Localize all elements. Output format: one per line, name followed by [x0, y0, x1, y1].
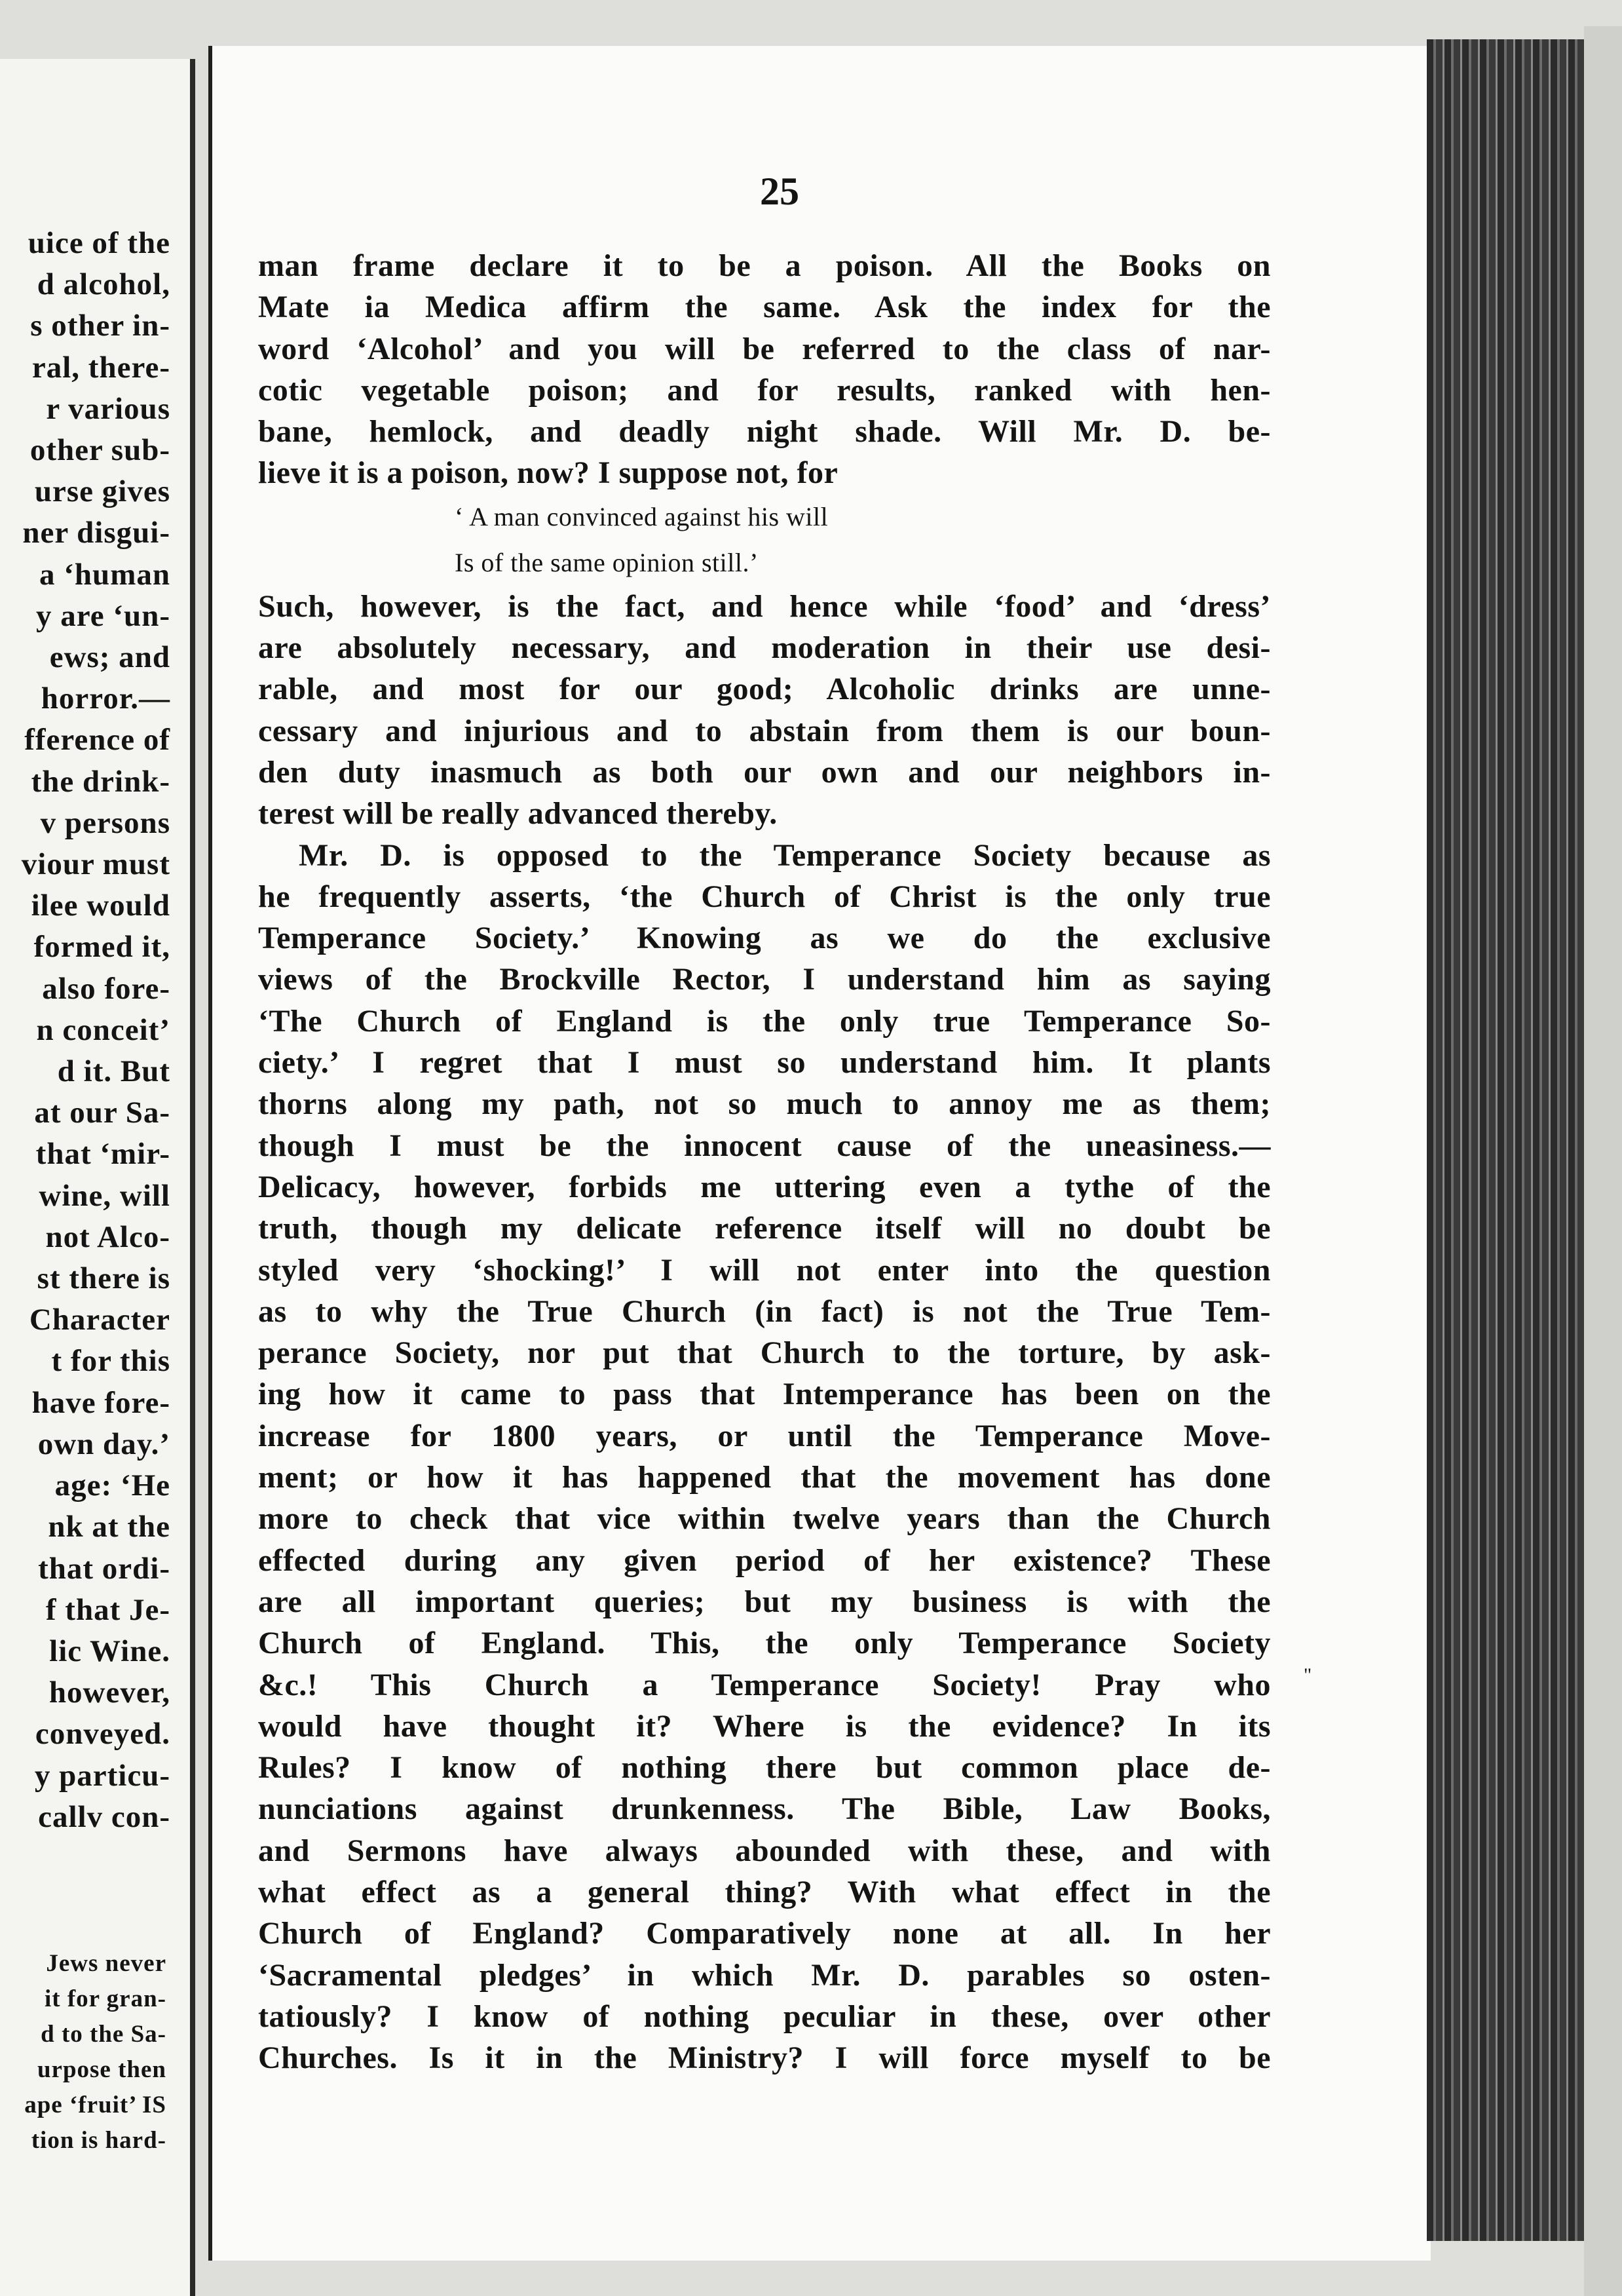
text-line: more to check that vice within twelve years than the Church [258, 1501, 1271, 1537]
text-line: thorns along my path, not so much to annoy me as them; [258, 1086, 1271, 1122]
left-page-line: wine, will [39, 1178, 170, 1213]
text-line: as to why the True Church (in fact) is not the True Tem- [258, 1293, 1271, 1329]
left-page-line: f that Je- [45, 1592, 170, 1627]
text-line: Rules? I know of nothing there but common place de- [258, 1750, 1271, 1786]
left-footnote-line: Jews never [46, 1950, 166, 1977]
text-line: truth, though my delicate reference itself will no doubt be [258, 1211, 1271, 1246]
left-page-line: that ordi- [38, 1551, 170, 1586]
text-line: effected during any given period of her existence? These [258, 1542, 1271, 1578]
text-line: Such, however, is the fact, and hence while ‘food’ and ‘dress’ [258, 588, 1271, 624]
paragraph-before-quote [258, 245, 1271, 494]
left-page-line: at our Sa- [34, 1096, 170, 1130]
quote-line: ‘ A man convinced against his will [455, 501, 829, 531]
left-page-footnote [24, 1946, 166, 2158]
text-line: Delicacy, however, forbids me uttering even a tythe of the [258, 1169, 1271, 1204]
left-page-line: y particu- [34, 1758, 170, 1793]
left-footnote-line: d to the Sa- [41, 2021, 166, 2048]
left-page-line: the drink- [31, 764, 170, 799]
text-line: perance Society, nor put that Church to the torture, by ask- [258, 1335, 1271, 1371]
paragraphs-after-quote [258, 586, 1271, 2079]
left-page-line: st there is [37, 1261, 170, 1296]
text-line: increase for 1800 years, or until the Temperance Move- [258, 1418, 1271, 1453]
left-footnote-line: ape ‘fruit’ IS [24, 2092, 166, 2118]
left-page-line: Character [29, 1303, 170, 1337]
text-line: ing how it came to pass that Intemperance has been on the [258, 1377, 1271, 1412]
text-line: rable, and most for our good; Alcoholic drinks are unne- [258, 672, 1271, 707]
left-page-line: callv con- [38, 1799, 170, 1834]
text-line: den duty inasmuch as both our own and our neighbors in- [258, 754, 1271, 790]
left-page-line: have fore- [31, 1385, 170, 1420]
left-page-line: y are ‘un- [36, 598, 170, 633]
left-footnote-line: tion is hard- [31, 2127, 166, 2154]
left-page-line: fference of [24, 723, 170, 757]
text-line: ment; or how it has happened that the movement has done [258, 1460, 1271, 1495]
left-page-line: d alcohol, [37, 267, 170, 302]
left-page-line: nk at the [48, 1510, 170, 1544]
text-line: cessary and injurious and to abstain from them is our boun- [258, 713, 1271, 748]
left-page-line: own day.’ [37, 1426, 170, 1461]
text-line: are absolutely necessary, and moderation in their use desi- [258, 630, 1271, 666]
left-page-line: a ‘human [39, 557, 170, 592]
left-page-fragment [0, 59, 195, 2296]
text-line: Church of England. This, the only Temperance Society [258, 1626, 1271, 1661]
text-line: Church of England? Comparatively none at all. In her [258, 1916, 1271, 1951]
text-line: Mr. D. is opposed to the Temperance Society because as [299, 837, 1271, 873]
left-page-line: n conceit’ [36, 1012, 170, 1047]
text-line: &c.! This Church a Temperance Society! Pray who [258, 1667, 1271, 1702]
text-line: styled very ‘shocking!’ I will not enter into the question [258, 1252, 1271, 1288]
scan-speck: " [1304, 1664, 1312, 1686]
text-line: ciety.’ I regret that I must so understand him. It plants [258, 1045, 1271, 1081]
page-edge-shadow [1427, 39, 1584, 2241]
left-page-line: conveyed. [35, 1717, 170, 1751]
page-body-text [258, 245, 1271, 2078]
left-page-line: ral, there- [31, 350, 170, 385]
left-page-line: viour must [21, 847, 170, 882]
left-page-line: r various [46, 391, 170, 426]
left-page-line: lic Wine. [49, 1634, 170, 1668]
text-line: Temperance Society.’ Knowing as we do the exclusive [258, 921, 1271, 956]
left-page-line: s other in- [30, 309, 170, 343]
left-page-line: not Alco- [45, 1219, 170, 1254]
quote-line: Is of the same opinion still.’ [455, 547, 759, 577]
text-line: ‘The Church of England is the only true Temperance So- [258, 1003, 1271, 1039]
left-page-line: horror.— [41, 681, 170, 716]
left-page-line: v persons [40, 805, 170, 840]
text-line: views of the Brockville Rector, I understand him as saying [258, 962, 1271, 997]
left-footnote-line: it for gran- [45, 1985, 166, 2012]
text-line: ‘Sacramental pledges’ in which Mr. D. parables so osten- [258, 1957, 1271, 1993]
text-line: are all important queries; but my business is with the [258, 1584, 1271, 1619]
left-page-line: ilee would [31, 889, 170, 923]
text-line: tatiously? I know of nothing peculiar in these, over other [258, 1999, 1271, 2034]
text-line: nunciations against drunkenness. The Bible, Law Books, [258, 1791, 1271, 1827]
left-page-text [22, 223, 170, 1838]
text-line: word ‘Alcohol’ and you will be referred to the class of nar- [258, 331, 1271, 366]
text-line: and Sermons have always abounded with these, and with [258, 1833, 1271, 1868]
left-footnote-line: urpose then [37, 2056, 166, 2083]
text-line: what effect as a general thing? With what effect in the [258, 1874, 1271, 1909]
left-page-line: uice of the [28, 226, 170, 260]
text-line: though I must be the innocent cause of the uneasiness.— [258, 1128, 1271, 1163]
left-page-line: other sub- [29, 433, 170, 468]
text-line: lieve it is a poison, now? I suppose not, for [258, 455, 839, 491]
left-page-line: d it. But [57, 1054, 170, 1089]
verse-quotation [258, 494, 1271, 586]
left-page-line: urse gives [34, 474, 170, 509]
text-line: terest will be really advanced thereby. [258, 796, 778, 832]
scan-border [1584, 26, 1622, 2296]
left-page-line: also fore- [42, 971, 170, 1006]
text-line: would have thought it? Where is the evidence? In its [258, 1708, 1271, 1744]
text-line: cotic vegetable poison; and for results, ranked with hen- [258, 372, 1271, 408]
text-line: he frequently asserts, ‘the Church of Christ is the only true [258, 879, 1271, 914]
left-page-line: ner disgui- [22, 516, 170, 550]
text-line: bane, hemlock, and deadly night shade. Will Mr. D. be- [258, 414, 1271, 450]
left-page-line: age: ‘He [54, 1468, 170, 1503]
left-page-line: ews; and [49, 640, 170, 675]
left-page-line: however, [48, 1675, 170, 1710]
left-page-line: t for this [51, 1344, 170, 1379]
text-line: Churches. Is it in the Ministry? I will force myself to be [258, 2040, 1271, 2076]
text-line: Mate ia Medica affirm the same. Ask the index for the [258, 290, 1271, 325]
page-number: 25 [760, 170, 799, 213]
left-page-line: that ‘mir- [35, 1137, 170, 1172]
text-line: man frame declare it to be a poison. All the Books on [258, 248, 1271, 283]
left-page-line: formed it, [33, 930, 170, 965]
